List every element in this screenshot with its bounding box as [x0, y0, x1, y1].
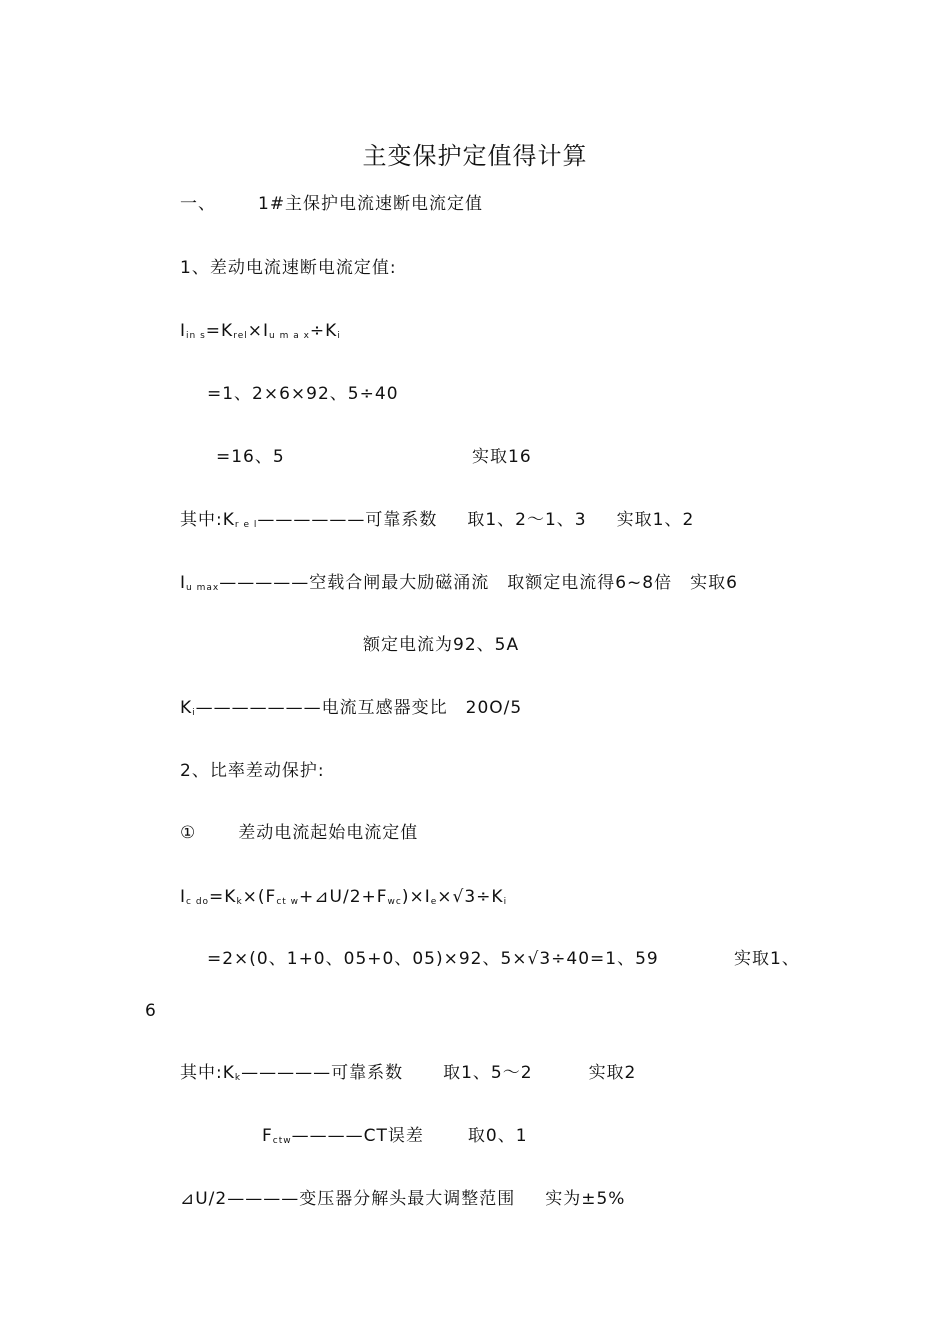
item-title: 差动电流起始电流定值 [238, 823, 419, 843]
formula-2-term-ki: ×√3÷K [437, 887, 504, 907]
formula-1-term-ki: ÷K [309, 321, 338, 341]
dash-line: ———— [227, 1189, 300, 1209]
formula-2-term-f: ×(F [242, 887, 277, 907]
formula-1-sub-rel: rel [233, 331, 248, 341]
section-number: 一、 [180, 194, 216, 214]
where-desc: 变压器分解头最大调整范围 [299, 1189, 516, 1209]
where-iumax [180, 572, 738, 599]
where-symbol: I [180, 573, 187, 593]
where-take: 实取6 [690, 573, 738, 593]
formula-1-term-i: I [180, 321, 187, 341]
section-heading-1 [180, 193, 483, 215]
formula-2-sub-i: i [503, 897, 508, 907]
dash-line: ————— [219, 573, 310, 593]
where-sub: r e l [234, 520, 258, 530]
formula-1 [180, 320, 341, 347]
dash-line: ——————— [195, 698, 322, 718]
dash-line: ———— [291, 1126, 364, 1146]
page-title: 主变保护定值得计算 [362, 142, 588, 170]
formula-1-term-krel: =K [205, 321, 234, 341]
section-title: 1#主保护电流速断电流定值 [258, 194, 484, 214]
where-range: 取1、2～1、3 [467, 510, 587, 530]
formula-2-term-ie: )×I [401, 887, 431, 907]
formula-2-sub-cdo: c do [186, 897, 210, 907]
where-desc: 空载合闸最大励磁涌流 [309, 573, 490, 593]
where-desc: 电流互感器变比 [321, 698, 448, 718]
formula-1-calc: =1、2×6×92、5÷40 [207, 384, 399, 404]
formula-2-take: 实取1、 [734, 949, 800, 969]
where-take: 实取1、2 [616, 510, 695, 530]
formula-1-term-iumax: ×I [247, 321, 269, 341]
where-label: 其中:K [180, 510, 235, 530]
where-ki [180, 697, 522, 724]
where-sub: k [234, 1073, 242, 1083]
formula-2-sub-k: k [236, 897, 243, 907]
where-range: 取额定电流得6~8倍 [507, 573, 673, 593]
dash-line: —————— [257, 510, 366, 530]
formula-2-take-wrap: 6 [145, 1001, 157, 1021]
where-desc: 可靠系数 [365, 510, 438, 530]
formula-1-result: =16、5 [216, 447, 285, 467]
where-desc: CT误差 [363, 1126, 424, 1146]
where-symbol: F [262, 1126, 273, 1146]
formula-1-take: 实取16 [472, 447, 532, 467]
where-fctw [262, 1125, 528, 1152]
where-kk [180, 1062, 636, 1089]
formula-1-sub-ins: in s [186, 331, 206, 341]
where-krel [180, 509, 694, 536]
rated-current-note: 额定电流为92、5A [363, 635, 520, 655]
where-du [180, 1188, 625, 1210]
where-sub: u max [186, 583, 220, 593]
formula-1-sub-i: i [337, 331, 341, 341]
formula-2-calc: =2×(0、1+0、05+0、05)×92、5×√3÷40=1、59 [207, 949, 659, 969]
formula-1-sub-umax: u m a x [269, 331, 310, 341]
formula-2-term-k: =K [209, 887, 237, 907]
formula-2-sub-e: e [430, 897, 438, 907]
where-take: 实取2 [588, 1063, 637, 1083]
formula-2-term-i: I [180, 887, 187, 907]
where-value: 20O/5 [465, 698, 523, 718]
item-number: ① [180, 823, 197, 843]
formula-2-sub-wc: wc [387, 897, 402, 907]
formula-2-sub-ctw: ct w [276, 897, 300, 907]
where-sub: i [192, 708, 196, 718]
dash-line: ————— [241, 1063, 332, 1083]
where-label: 其中:K [180, 1063, 235, 1083]
formula-2 [180, 886, 507, 913]
where-desc: 可靠系数 [331, 1063, 404, 1083]
where-take: 实为±5% [545, 1189, 626, 1209]
where-range: 取1、5～2 [443, 1063, 533, 1083]
subheading-2: 2、比率差动保护: [180, 761, 325, 781]
item-1 [180, 822, 418, 844]
formula-2-term-du: +⊿U/2+F [299, 887, 388, 907]
where-sub: ctw [272, 1136, 292, 1146]
where-symbol: K [180, 698, 193, 718]
where-range: 取0、1 [467, 1126, 528, 1146]
where-symbol: ⊿U/2 [180, 1189, 228, 1209]
subheading-1: 1、差动电流速断电流定值: [180, 258, 397, 278]
